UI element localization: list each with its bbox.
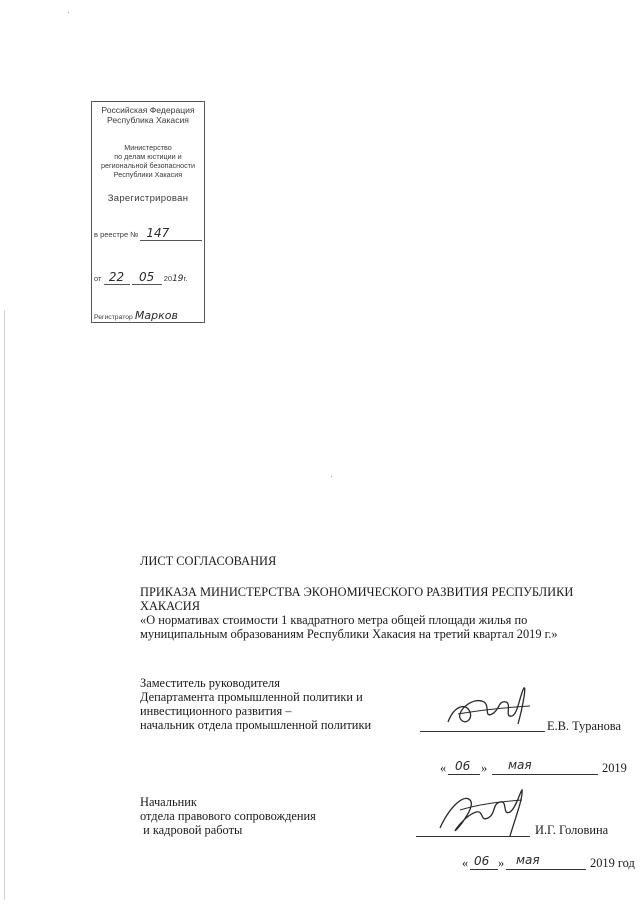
scan-edge-shadow (4, 310, 5, 900)
signatory1-signature-image (440, 684, 540, 734)
registration-stamp (91, 101, 205, 323)
signatory2-signature-image (430, 786, 530, 840)
signatory1-name: Е.В. Туранова (547, 719, 621, 733)
order-subject-line1: «О нормативах стоимости 1 квадратного метра общей площади жилья по (140, 613, 528, 627)
signatory1-position-line: инвестиционного развития – (140, 704, 292, 718)
stamp-registrar-row (94, 309, 191, 323)
stamp-ministry-line: Министерство (124, 143, 172, 152)
signatory2-date-day: 06 (474, 854, 490, 868)
stamp-registered-label: Зарегистрирован (107, 193, 189, 204)
signatory2-date-month: мая (516, 853, 540, 867)
stamp-date-month: 05 (139, 270, 155, 284)
stamp-header-republic: Республика Хакасия (107, 115, 189, 125)
stamp-registrar-label: Регистратор (94, 314, 133, 321)
signatory1-position-line: Заместитель руководителя (140, 676, 280, 690)
stamp-date-year-suffix: 19 (172, 274, 184, 284)
signatory1-date-month: мая (508, 758, 532, 772)
stamp-date-row (94, 270, 187, 285)
order-subject-line2: муниципальным образованиям Республики Хакасия на третий квартал 2019 г.» (140, 627, 558, 641)
scan-speck (68, 12, 69, 13)
order-title-line1: ПРИКАЗА МИНИСТЕРСТВА ЭКОНОМИЧЕСКОГО РАЗВИТИЯ РЕСПУБЛИКИ (140, 585, 574, 599)
stamp-date-day: 22 (108, 270, 125, 284)
order-title-line2: ХАКАСИЯ (140, 599, 200, 613)
document-title: ЛИСТ СОГЛАСОВАНИЯ (140, 554, 277, 568)
signatory2-position-line: Начальник (140, 795, 197, 809)
stamp-date-year-prefix: 20 (163, 274, 173, 283)
signatory1-position-line: Департамента промышленной политики и (140, 690, 363, 704)
signatory1-date-day: 06 (455, 759, 471, 773)
signatory2-position-line: отдела правового сопровождения (140, 809, 316, 823)
signatory1-date-close-quote: » (481, 761, 488, 775)
stamp-ministry-line: по делам юстиции и (114, 152, 182, 161)
signatory2-name: И.Г. Головина (535, 823, 609, 837)
signatory2-position-line: и кадровой работы (140, 823, 243, 837)
signatory1-date-open-quote: « (440, 761, 447, 775)
signatory1-date-year: 2019 (602, 761, 627, 775)
stamp-registrar-signature: Марков (134, 309, 178, 322)
signatory2-date-close-quote: » (498, 856, 505, 870)
stamp-registry-number: 147 (146, 226, 170, 240)
scan-speck (331, 476, 332, 477)
stamp-date-suffix: г. (183, 274, 188, 283)
signatory1-position-line: начальник отдела промышленной политики (140, 718, 372, 732)
stamp-date-prefix: от (94, 274, 102, 283)
signatory2-date-month-line (506, 869, 586, 870)
signatory1-date-day-line (448, 774, 480, 775)
signatory2-date-year: 2019 год (590, 856, 635, 870)
stamp-header-country: Российская Федерация (101, 105, 195, 115)
stamp-registry-label: в реестре № (94, 230, 139, 239)
stamp-registry-row (94, 226, 202, 241)
stamp-ministry-line: Республики Хакасия (113, 170, 183, 179)
signatory1-date-month-line (492, 774, 598, 775)
signatory2-date-open-quote: « (462, 856, 469, 870)
stamp-ministry-line: региональной безопасности (101, 161, 195, 170)
signatory2-date-day-line (470, 869, 498, 870)
